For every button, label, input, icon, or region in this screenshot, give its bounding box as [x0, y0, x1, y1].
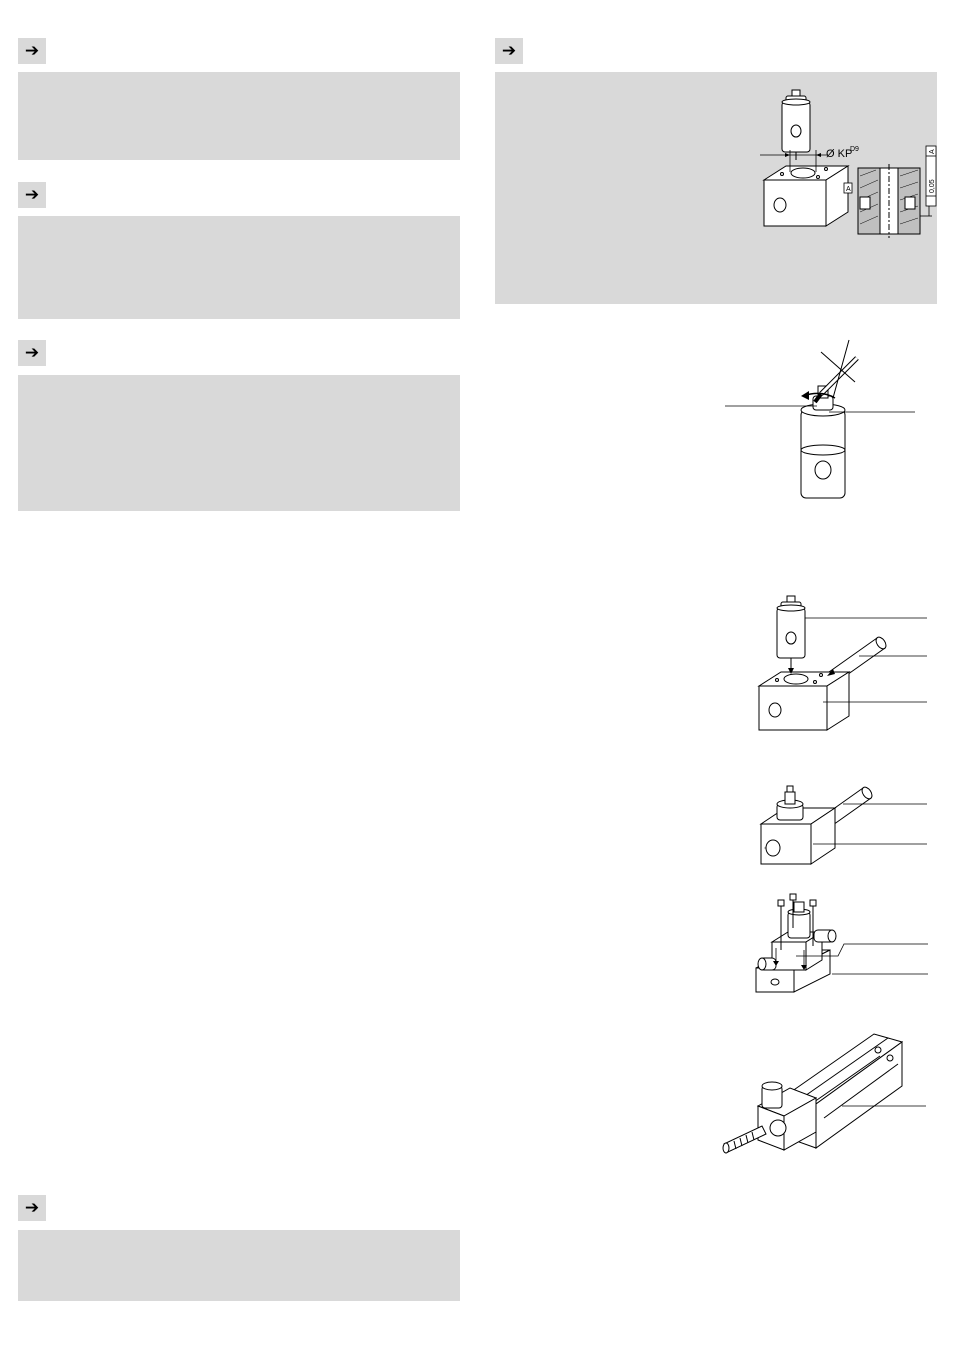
- note-box-2: [18, 216, 460, 319]
- mounting-bore-figure: [740, 76, 940, 246]
- note-arrow-icon: ➔: [18, 182, 46, 208]
- pin-insertion-figure: [755, 590, 930, 750]
- diameter-sup: D9: [850, 146, 859, 153]
- tolerance-value: 0,05: [929, 179, 936, 193]
- pin-hex-key-figure: [725, 338, 925, 508]
- note-box-4: [18, 1230, 460, 1301]
- diameter-label: Ø KP: [826, 148, 853, 160]
- assembled-block-figure: [755, 778, 930, 870]
- datum-a: A: [846, 186, 851, 193]
- note-box-3: [18, 375, 460, 511]
- note-arrow-icon: ➔: [495, 38, 523, 64]
- note-arrow-icon: ➔: [18, 1195, 46, 1221]
- note-box-1: [18, 72, 460, 160]
- note-arrow-icon: ➔: [18, 340, 46, 366]
- cylinder-assembly-figure: [718, 1028, 930, 1156]
- block-screws-base-figure: [752, 888, 930, 1000]
- tolerance-datum: A: [929, 149, 936, 154]
- note-arrow-icon: ➔: [18, 38, 46, 64]
